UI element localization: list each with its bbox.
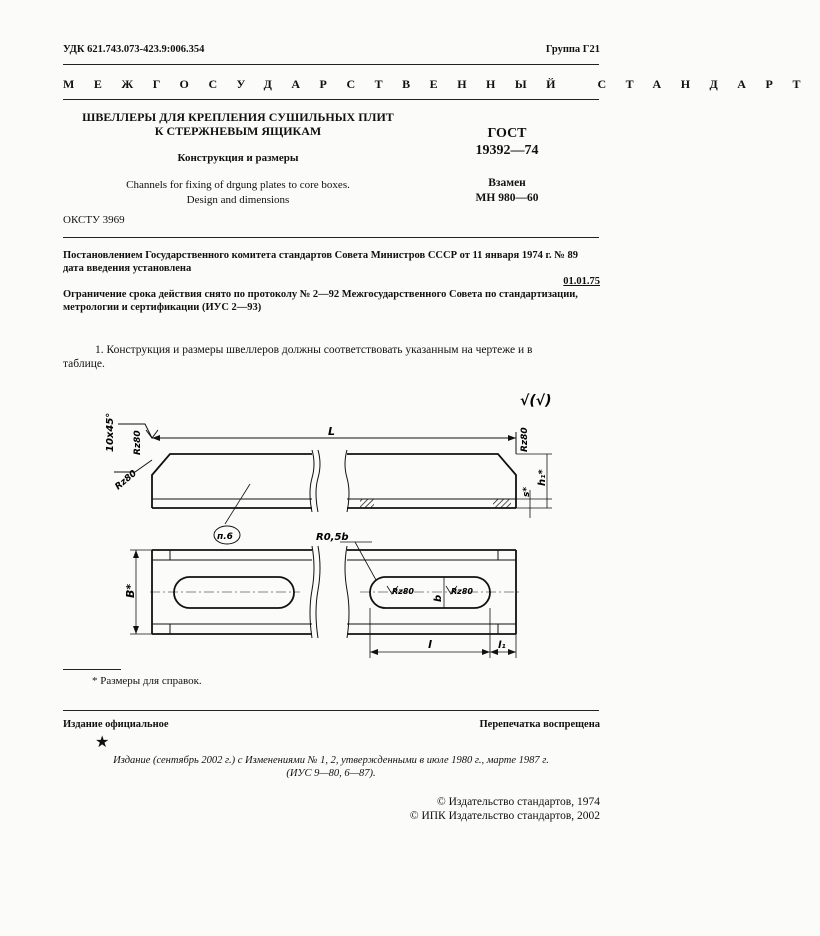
footnote-rule [63,669,121,670]
decree-line-1: Постановлением Государственного комитета стандартов Совета Министров СССР от 11 января 1974 г. № 89 [63,250,578,261]
rz80-label-4: Rz80 [392,587,414,596]
l1-label: l₁ [498,640,506,651]
limit-line-1: Ограничение срока действия снято по протоколу № 2—92 Межгосударственного Совета по стандартизации, [63,289,578,300]
star-mark: ★ [95,734,110,751]
paragraph-1-line-1: 1. Конструкция и размеры швеллеров должны соответствовать указанным на чертеже и в [95,344,533,356]
replaces-label: Взамен [488,177,526,189]
rz80-label-3: Rz80 [520,427,530,452]
header-rule-bottom [63,99,599,100]
okstu-rule [63,237,599,238]
B-label: B* [124,583,137,598]
l-label: l [428,638,432,651]
radius-label: R0,5b [316,532,349,543]
english-title-line-2: Design and dimensions [186,194,290,206]
length-arrow-right [508,435,516,441]
b-label: b [433,594,444,602]
chamfer-label: 10х45° [105,412,116,452]
footer-rule [63,710,599,711]
channel-drawing [0,380,661,670]
s-label: s* [522,486,532,497]
copyright [410,795,600,823]
roughness-mark: √(√) [520,393,552,409]
udk-code: УДК 621.743.073-423.9:006.354 [63,44,205,55]
replaces-value: МН 980—60 [475,192,539,204]
edition-line-2: (ИУС 9—80, 6—87). [286,768,376,779]
decree-line-2: дата введения установлена [63,263,192,274]
gost-designation [452,125,562,159]
introduction-date: 01.01.75 [563,276,600,287]
decree [63,249,603,275]
limit-line-2: метрологии и сертификации (ИУС 2—93) [63,302,262,313]
edition-info [63,754,599,780]
group-code: Группа Г21 [545,44,600,55]
rz80-label-2: Rz80 [113,468,139,493]
limit-removal [63,288,603,314]
copyright-2002: © ИПК Издательство стандартов, 2002 [409,810,600,822]
copyright-1974: © Издательство стандартов, 1974 [436,796,600,808]
paragraph-1 [63,343,603,371]
subtitle: Конструкция и размеры [177,152,299,164]
okstu-code: ОКСТУ 3969 [63,214,125,226]
replaces-block [452,176,562,206]
standard-type: МЕЖГОСУДАРСТВЕННЫЙ СТАНДАРТ [63,77,820,91]
edition-line-1: Издание (сентябрь 2002 г.) с Изменениями № 1, 2, утвержденными в июле 1980 г., марте 1987 г. [113,755,549,766]
english-title-line-1: Channels for fixing of drgung plates to core boxes. [126,179,350,191]
rz80-label-5: Rz80 [451,587,473,596]
length-label: L [328,425,336,438]
footnote: * Размеры для справок. [92,675,202,687]
header-rule-top [63,64,599,65]
title-line-2: К СТЕРЖНЕВЫМ ЯЩИКАМ [154,124,322,138]
item-ref-label: п.6 [217,532,233,542]
english-title [63,178,413,208]
gost-label: ГОСТ [487,126,527,141]
title-line-1: ШВЕЛЛЕРЫ ДЛЯ КРЕПЛЕНИЯ СУШИЛЬНЫХ ПЛИТ [82,110,394,124]
side-view [152,450,516,512]
paragraph-1-line-2: таблице. [63,358,105,370]
reprint-prohibited: Перепечатка воспрещена [479,719,600,730]
gost-number: 19392—74 [475,143,539,158]
rz80-label-1: Rz80 [133,430,143,455]
title-block [63,110,413,138]
h1-label: h₁* [537,469,548,486]
official-edition: Издание официальное [63,719,169,730]
